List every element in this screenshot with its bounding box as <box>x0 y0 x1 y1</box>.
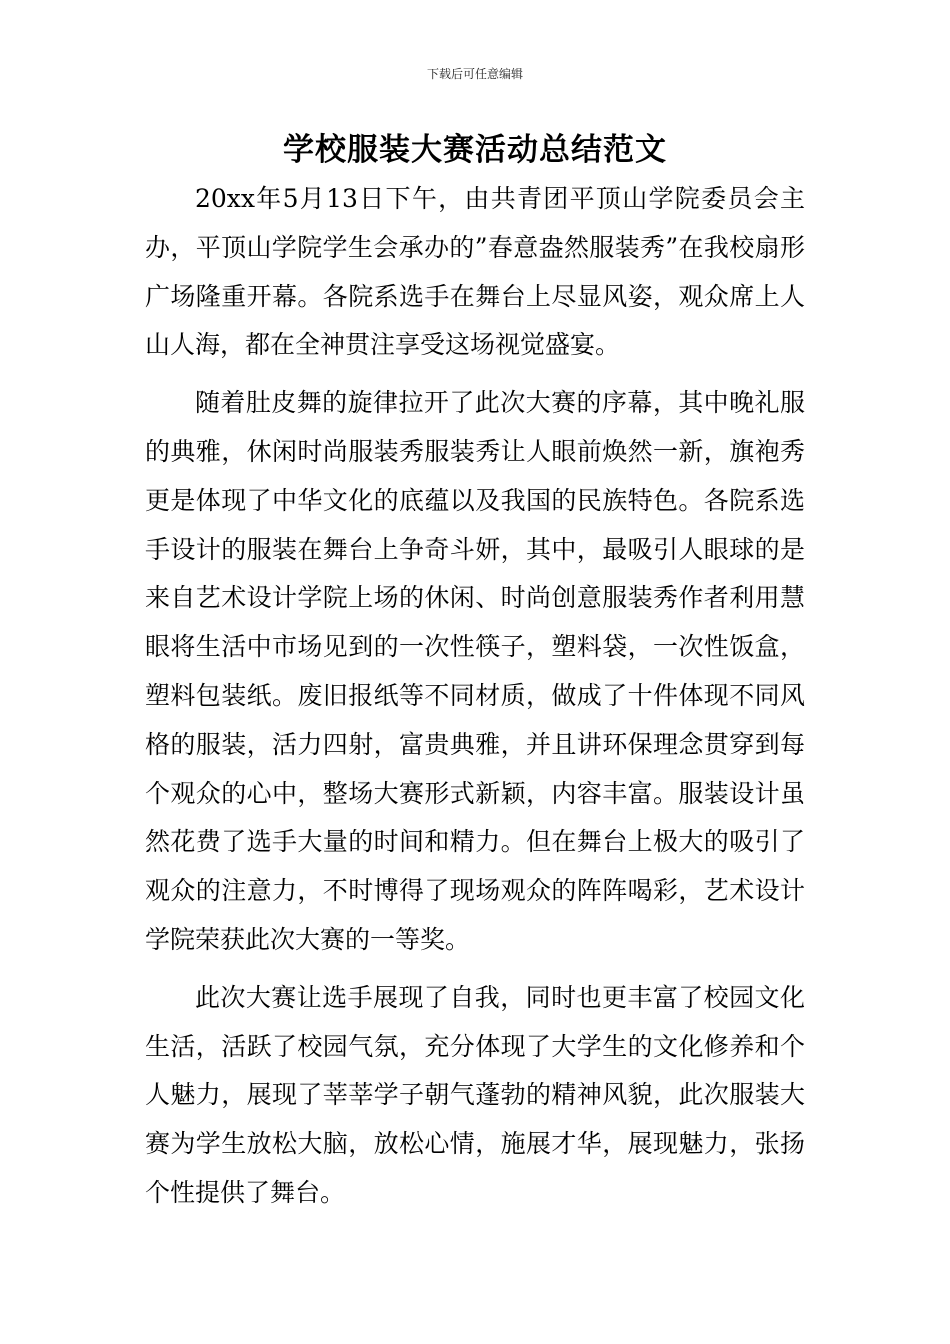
header-note: 下载后可任意编辑 <box>426 67 523 81</box>
paragraph-1: 20xx年5月13日下午，由共青团平顶山学院委员会主办，平顶山学院学生会承办的”春意盎然服装秀”在我校扇形广场隆重开幕。各院系选手在舞台上尽显风姿，观众席上人山人海，都在全神贯注享受这场视觉盛宴。 <box>145 184 805 360</box>
document-title: 学校服装大赛活动总结范文 <box>283 132 667 168</box>
paragraph-2: 随着肚皮舞的旋律拉开了此次大赛的序幕，其中晚礼服的典雅，休闲时尚服装秀服装秀让人眼前焕然一新，旗袍秀更是体现了中华文化的底蕴以及我国的民族特色。各院系选手设计的服装在舞台上争奇斗妍，其中，最吸引人眼球的是来自艺术设计学院上场的休闲、时尚创意服装秀作者利用慧眼将生活中市场见到的一次性筷子，塑料袋，一次性饭盒，塑料包装纸。废旧报纸等不同材质，做成了十件体现不同风格的服装，活力四射，富贵典雅，并且讲环保理念贯穿到每个观众的心中，整场大赛形式新颖，内容丰富。服装设计虽然花费了选手大量的时间和精力。但在舞台上极大的吸引了观众的注意力，不时博得了现场观众的阵阵喝彩，艺术设计学院荣获此次大赛的一等奖。 <box>145 388 805 954</box>
paragraph-3: 此次大赛让选手展现了自我，同时也更丰富了校园文化生活，活跃了校园气氛，充分体现了大学生的文化修养和个人魅力，展现了莘莘学子朝气蓬勃的精神风貌，此次服装大赛为学生放松大脑，放松心情，施展才华，展现魅力，张扬个性提供了舞台。 <box>145 982 805 1207</box>
document-body <box>145 175 805 1227</box>
